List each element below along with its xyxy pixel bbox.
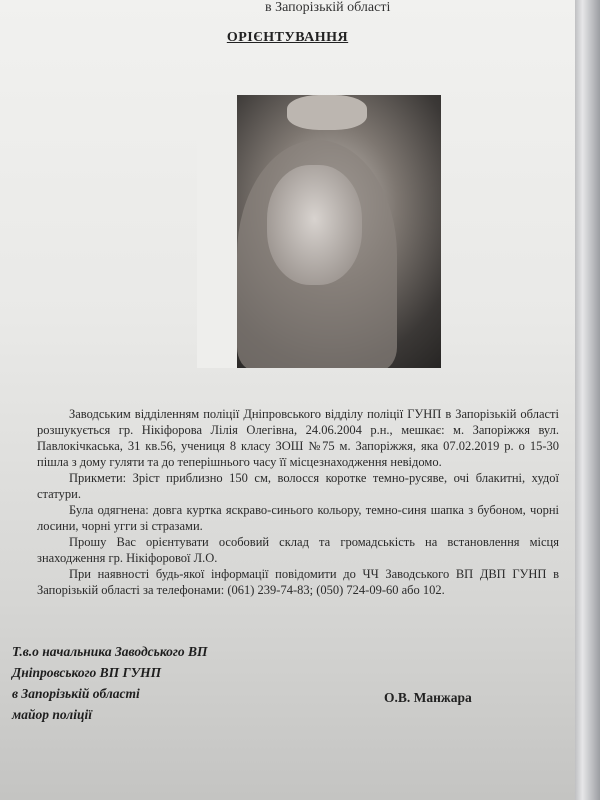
paragraph-description: Заводським відділенням поліції Дніпровського відділу поліції ГУНП в Запорізькій області розшукується гр. Нікіфорова Лілія Олегівна, 24.06.2004 р.н., мешкає: м. Запоріжжя вул. Павлокічкаська, 31 кв.56, учениця 8 класу ЗОШ №75 м. Запоріжжя, яка 07.02.2019 р. о 15-30 пішла з дому гуляти та до теперішнього часу її місцезнаходження невідомо.: [37, 407, 559, 469]
header-top-line: в Запорізькій області: [265, 0, 391, 15]
signature-line: майор поліції: [12, 707, 92, 722]
missing-person-photo: [197, 95, 441, 368]
signature-line: Т.в.о начальника Заводського ВП: [12, 644, 208, 659]
paper-edge: [575, 0, 600, 800]
paragraph-contacts: При наявності будь-якої інформації повідомити до ЧЧ Заводського ВП ДВП ГУНП в Запорізькій області за телефонами: (061) 239-74-83; (050) 724-09-60 або 102.: [37, 567, 559, 597]
signature-line: в Запорізькій області: [12, 686, 140, 701]
paragraph-request: Прошу Вас орієнтувати особовий склад та громадськість на встановлення місця знаходження гр. Нікіфорової Л.О.: [37, 535, 559, 565]
document-title: ОРІЄНТУВАННЯ: [226, 30, 349, 45]
signatory-name: О.В. Манжара: [384, 690, 472, 705]
signature-line: Дніпровського ВП ГУНП: [12, 665, 162, 680]
paragraph-clothing: Була одягнена: довга куртка яскраво-синього кольору, темно-синя шапка з бубоном, чорні лосини, чорні угги зі стразами.: [37, 503, 559, 533]
paragraph-features: Прикмети: Зріст приблизно 150 см, волосся коротке темно-русяве, очі блакитні, худої статури.: [37, 471, 559, 501]
signature-block: [12, 641, 208, 725]
document-body: [37, 406, 559, 598]
